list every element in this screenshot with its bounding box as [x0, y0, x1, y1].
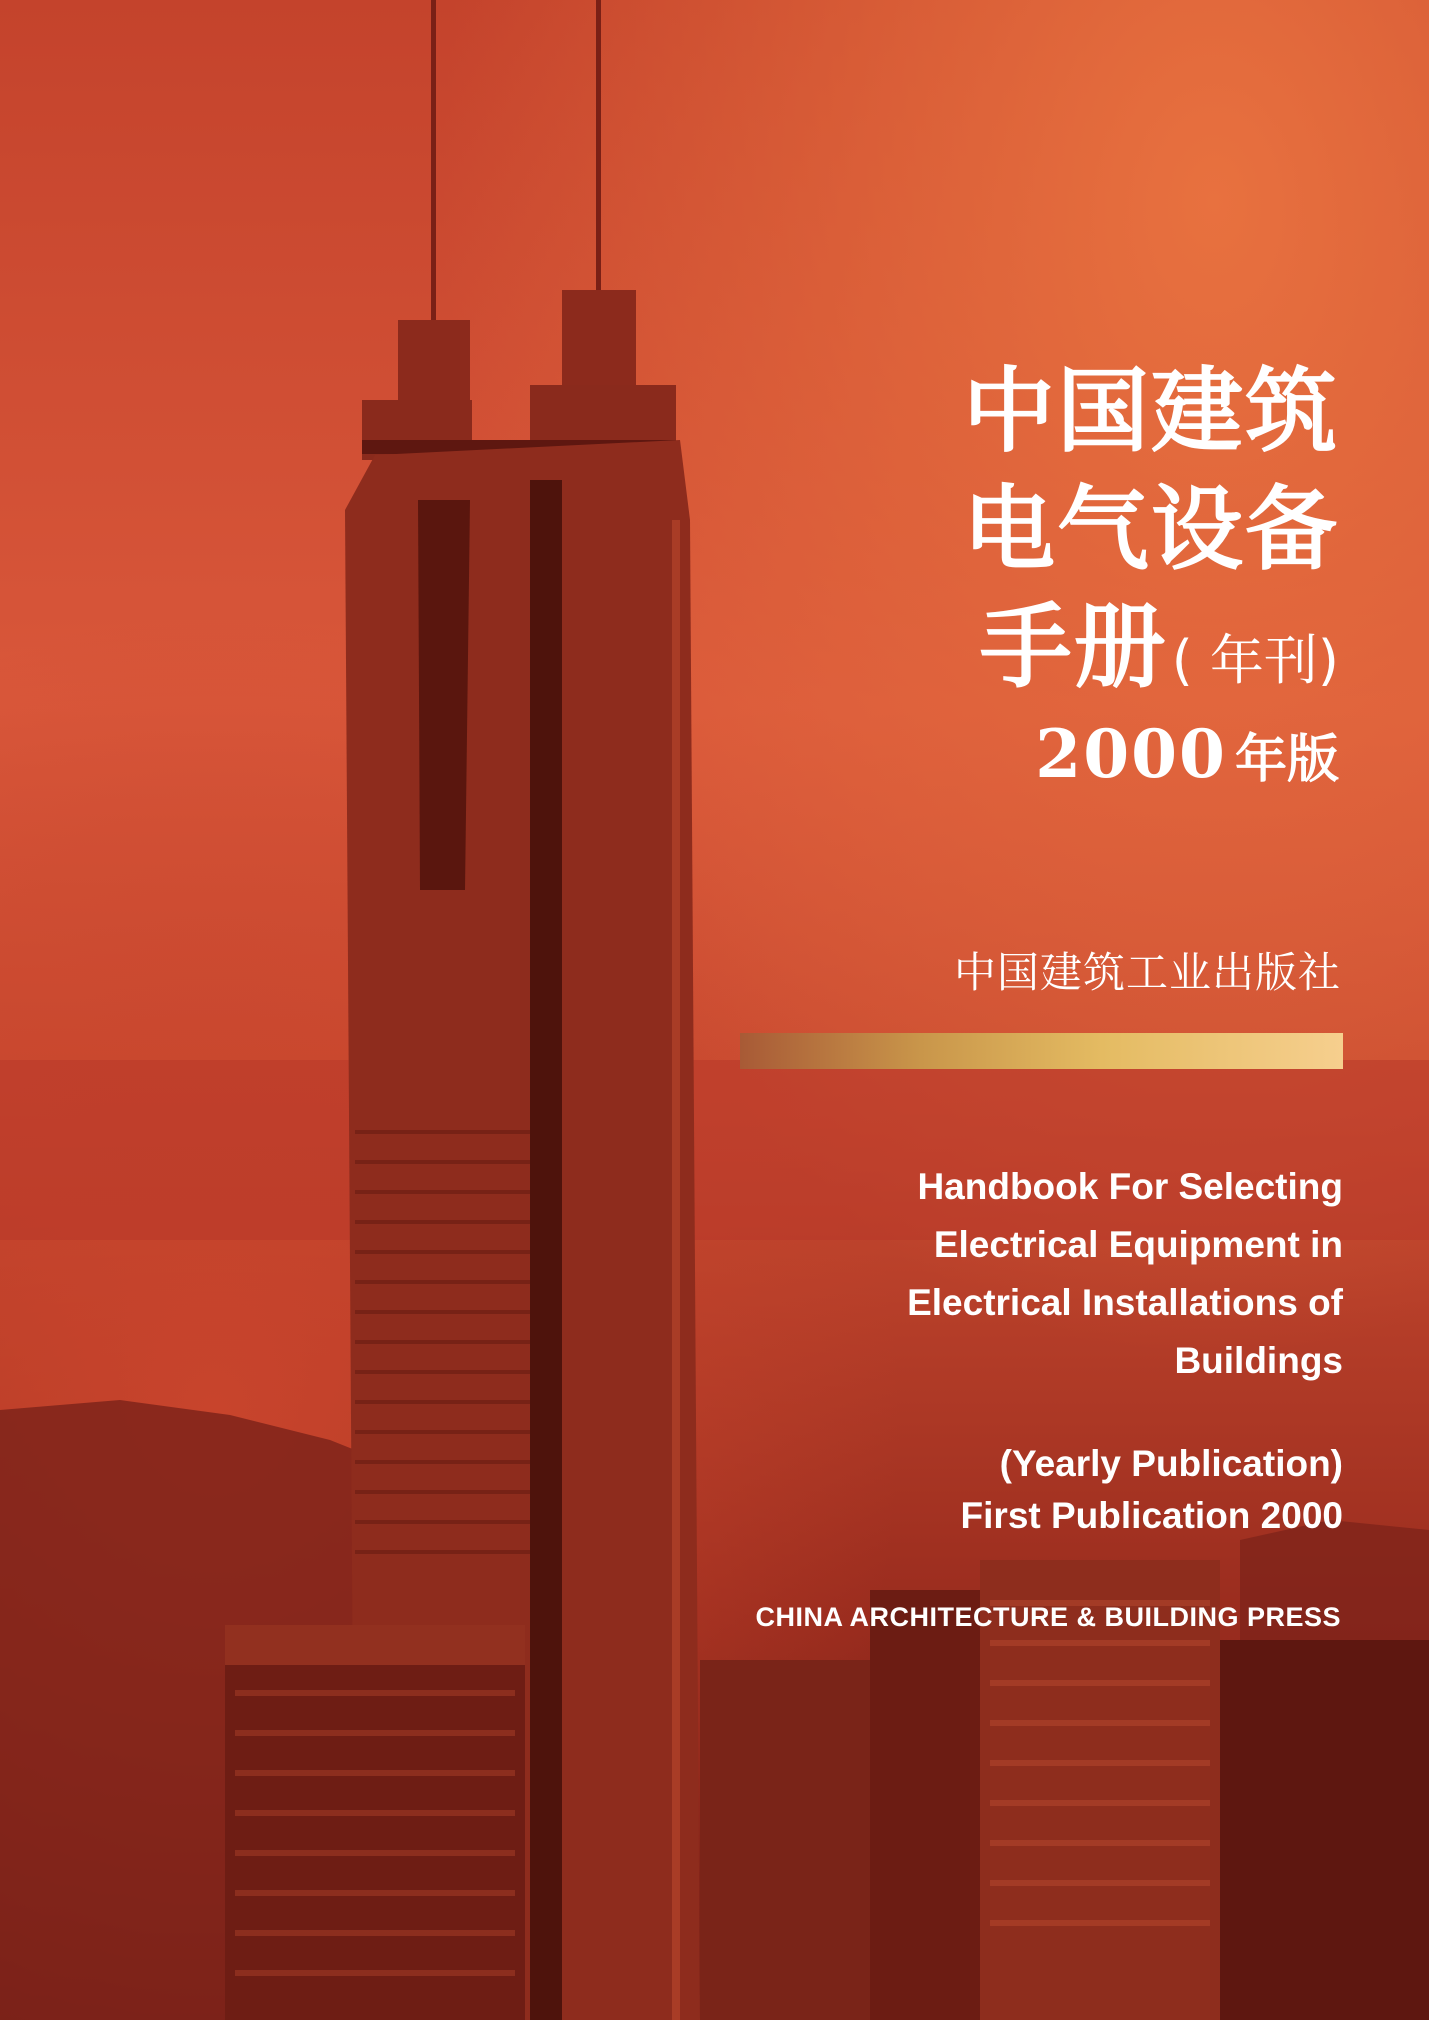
title-cn-annual-label: ( 年刊) — [1171, 629, 1339, 692]
building-right-mid — [870, 1590, 980, 2020]
left-antenna-base — [398, 320, 470, 400]
title-en-line-3: Electrical Installations of — [907, 1282, 1343, 1323]
tower-edge — [672, 520, 680, 2020]
title-en-line-4: Buildings — [1174, 1340, 1343, 1381]
title-cn-line-1: 中国建筑 — [962, 358, 1339, 465]
building-far-right — [1220, 1640, 1429, 2020]
tower-window-bands — [355, 1130, 530, 1554]
subtitle-en-line-1: (Yearly Publication) — [999, 1443, 1343, 1484]
left-antenna — [431, 0, 436, 320]
low-building-left — [225, 1625, 525, 2020]
subtitle-en-line-2: First Publication 2000 — [960, 1495, 1343, 1536]
gradient-accent-bar — [740, 1033, 1343, 1069]
title-en-line-2: Electrical Equipment in — [933, 1224, 1343, 1265]
tower-notch — [418, 500, 470, 890]
edition-year: 2000 — [1035, 715, 1227, 793]
title-cn-line-3 — [980, 596, 1339, 713]
edition-label — [1035, 715, 1339, 793]
right-crown — [530, 385, 676, 440]
right-antenna-base — [562, 290, 636, 390]
title-cn-line-3-main: 手册 — [979, 594, 1168, 701]
right-antenna — [596, 0, 601, 290]
title-cn-line-2: 电气设备 — [962, 476, 1339, 583]
building-center-low — [700, 1660, 870, 2020]
publisher-cn: 中国建筑工业出版社 — [953, 948, 1341, 997]
edition-suffix: 年版 — [1234, 730, 1339, 790]
publisher-en: CHINA ARCHITECTURE & BUILDING PRESS — [755, 1602, 1341, 1632]
low-building-left-roof — [225, 1625, 525, 1665]
tower-slit — [530, 480, 562, 2020]
title-en-line-1: Handbook For Selecting — [917, 1166, 1343, 1207]
